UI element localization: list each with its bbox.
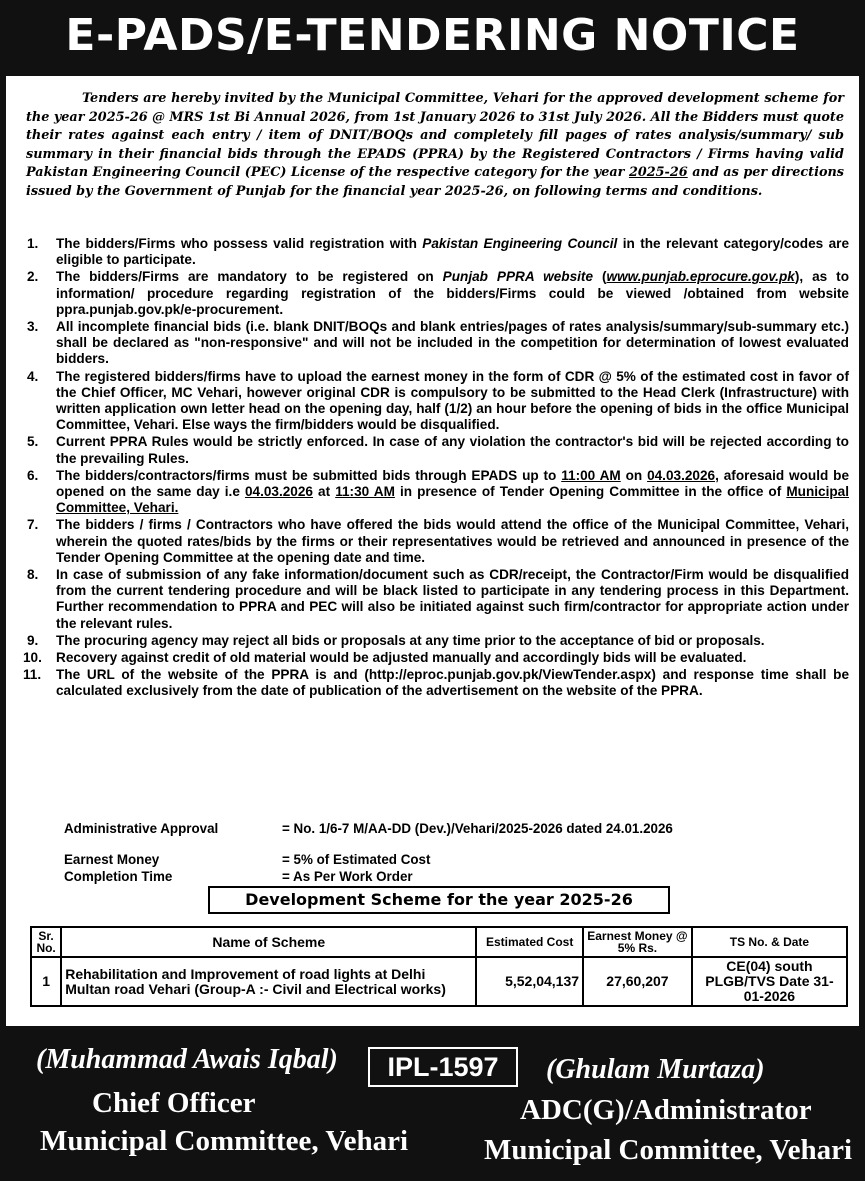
- column-header: TS No. & Date: [692, 927, 847, 957]
- terms-list: [6, 236, 859, 701]
- cost-cell: 5,52,04,137: [476, 957, 583, 1006]
- right-signatory-name: (Ghulam Murtaza): [546, 1054, 765, 1085]
- term-item: 3. All incomplete financial bids (i.e. blank DNIT/BOQs and blank entries/pages of rates analysis/summary/sub-summary etc.) shall be declared as "non-responsive" and will not be included in the competition for determination of lowest evaluated bidders.: [27, 319, 849, 367]
- term-item: 11. The URL of the website of the PPRA is and (http://eproc.punjab.gov.pk/ViewTender.aspx) and response time shall be calculated exclusively from the date of publication of the advertisement on the website of the PPRA.: [23, 667, 849, 699]
- column-header: Sr. No.: [31, 927, 61, 957]
- eprocure-link[interactable]: www.punjab.eprocure.gov.pk: [606, 269, 795, 285]
- term-item: 5. Current PPRA Rules would be strictly enforced. In case of any violation the contractor's bid will be rejected according to the prevailing Rules.: [27, 434, 849, 466]
- earnest-cell: 27,60,207: [583, 957, 692, 1006]
- intro-paragraph: [26, 90, 844, 201]
- left-signatory-office: Municipal Committee, Vehari: [40, 1125, 409, 1157]
- term-item: 10. Recovery against credit of old material would be adjusted manually and accordingly bids will be evaluated.: [23, 650, 747, 666]
- column-header: Estimated Cost: [476, 927, 583, 957]
- column-header: Name of Scheme: [61, 927, 476, 957]
- term-item: 2. The bidders/Firms are mandatory to be registered on Punjab PPRA website (www.punjab.eprocure.gov.pk), as to information/ procedure regarding registration of the bidders/Firms could be viewed /obtained from website ppra.punjab.gov.pk/e-procurement.: [27, 269, 849, 317]
- ipl-number: IPL-1597: [368, 1047, 518, 1087]
- left-signatory-title: Chief Officer: [92, 1087, 256, 1119]
- right-signatory-title: ADC(G)/Administrator: [520, 1094, 812, 1126]
- notice-title: E-PADS/E-TENDERING NOTICE: [65, 10, 800, 61]
- scheme-table: [30, 926, 848, 1007]
- notice-body: [6, 76, 859, 1026]
- completion-row: Completion Time = As Per Work Order: [64, 869, 413, 884]
- term-item: 1. The bidders/Firms who possess valid registration with Pakistan Engineering Council in the relevant category/codes are eligible to participate.: [27, 236, 850, 268]
- column-header: Earnest Money @ 5% Rs.: [583, 927, 692, 957]
- table-header-row: [31, 927, 847, 957]
- approval-row: Administrative Approval = No. 1/6-7 M/AA-DD (Dev.)/Vehari/2025-2026 dated 24.01.2026: [64, 821, 673, 836]
- left-signatory-name: (Muhammad Awais Iqbal): [36, 1044, 338, 1075]
- intro-text-1: Tenders are hereby invited by the Municipal Committee, Vehari for the approved development scheme for the year 2025-26 @ MRS 1st Bi Annual 2026, from 1st January 2026 to 31st July 2026. All the Bidders must quote their rates against each entry / item of DNIT/BOQs and completely fill pages of rates analysis/summary/ sub summary in their financial bids through the EPADS (PPRA) by the Registered Contractors / Firms having valid Pakistan Engineering Council (PEC) License of the respective category for the year: [26, 91, 844, 180]
- intro-year: 2025-26: [628, 165, 688, 180]
- term-item: 6. The bidders/contractors/firms must be submitted bids through EPADS up to 11:00 AM on 04.03.2026, aforesaid would be opened on the same day i.e 04.03.2026 at 11:30 AM in presence of Tender Opening Committee in the office of Municipal Committee, Vehari.: [27, 467, 850, 516]
- term-item: 9. The procuring agency may reject all bids or proposals at any time prior to the acceptance of bid or proposals.: [27, 632, 765, 648]
- table-row: [31, 957, 847, 1006]
- intro-text-2: and as per directions issued by the Government of Punjab for the financial year 2025-26, on following terms and conditions.: [26, 165, 844, 199]
- term-item: 7. The bidders / firms / Contractors who have offered the bids would attend the office of the Municipal Committee, Vehari, wherein the quoted rates/bids by the firms or their representatives would be retrieved and announced in presence of the Tender Opening Committee at the opening date and time.: [27, 517, 849, 565]
- term-item: 8. In case of submission of any fake information/document such as CDR/receipt, the Contractor/Firm would be disqualified from the current tendering procedure and will be black listed to participate in any tendering process in this Department. Further recommendation to PPRA and PEC will also be initiated against such firm/contractor for appropriate action under the relevant rules.: [27, 567, 849, 631]
- scheme-name-cell: Rehabilitation and Improvement of road lights at Delhi Multan road Vehari (Group-A :- Civil and Electrical works): [61, 957, 476, 1006]
- scheme-heading: Development Scheme for the year 2025-26: [208, 886, 670, 914]
- sr-cell: 1: [31, 957, 61, 1006]
- ts-cell: CE(04) south PLGB/TVS Date 31-01-2026: [692, 957, 847, 1006]
- right-signatory-office: Municipal Committee, Vehari: [484, 1134, 853, 1166]
- earnest-row: Earnest Money = 5% of Estimated Cost: [64, 852, 431, 867]
- term-item: 4. The registered bidders/firms have to upload the earnest money in the form of CDR @ 5% of the estimated cost in favor of the Chief Officer, MC Vehari, however original CDR is compulsory to be submitted to the Head Clerk (Infrastructure) with written application own letter head on the opening day, half (1/2) an hour before the opening of bids in the office Municipal Committee, Vehari. Else ways the firm/bidders would be disqualified.: [27, 368, 849, 433]
